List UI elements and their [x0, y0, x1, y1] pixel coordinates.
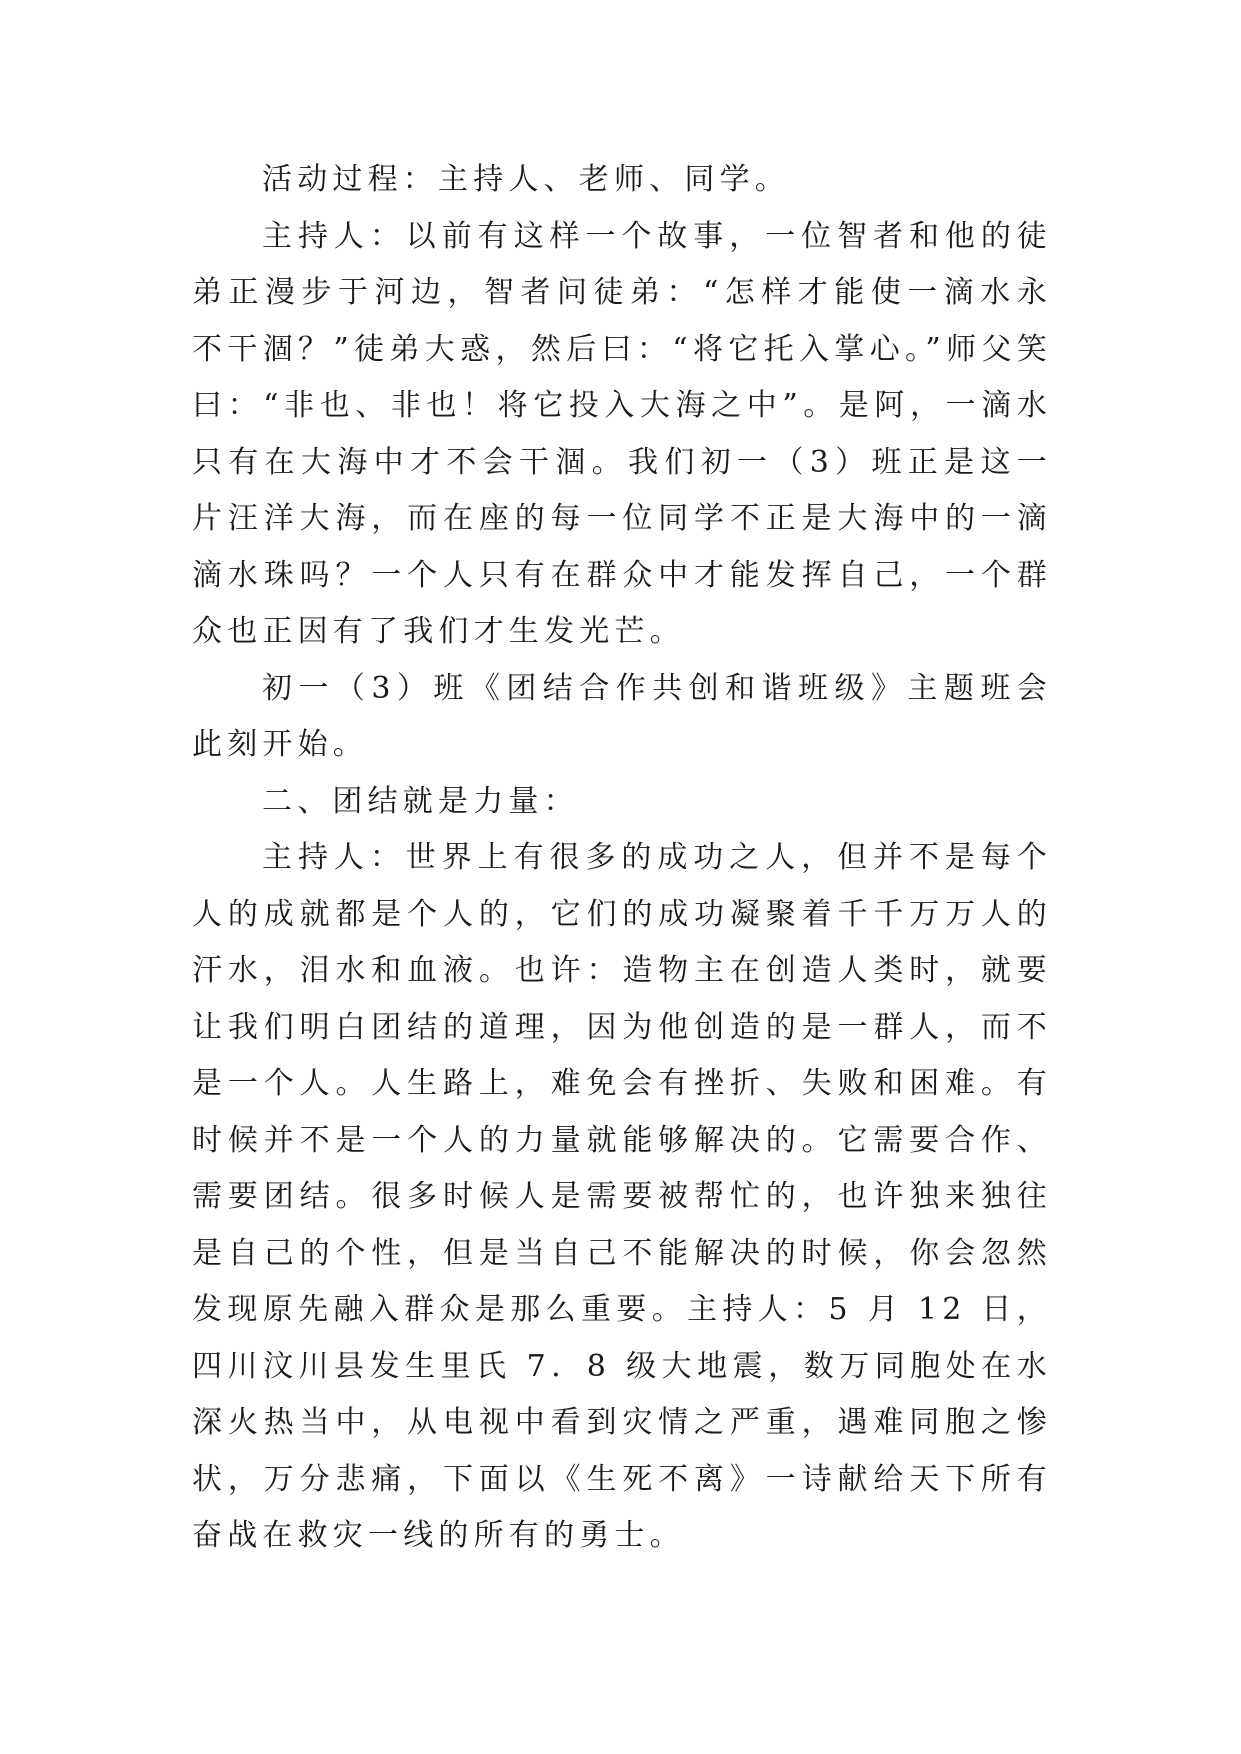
paragraph-meeting-start: 初一（3）班《团结合作共创和谐班级》主题班会此刻开始。 [192, 670, 1052, 762]
paragraph-activity-process: 活动过程：主持人、老师、同学。 [262, 162, 790, 197]
document-body [192, 152, 1052, 1565]
paragraph-host-unity: 主持人：世界上有很多的成功之人，但并不是每个人的成就都是个人的，它们的成功凝聚着千千万万人的汗水，泪水和血液。也许：造物主在创造人类时，就要让我们明白团结的道理，因为他创造的是一群人，而不是一个人。人生路上，难免会有挫折、失败和困难。有时候并不是一个人的力量就能够解决的。它需要合作、需要团结。很多时候人是需要被帮忙的，也许独来独往是自己的个性，但是当自己不能解决的时候，你会忽然发现原先融入群众是那么重要。主持人：5 月 12 日，四川汶川县发生里氏 7．8 级大地震，数万同胞处在水深火热当中，从电视中看到灾情之严重，遇难同胞之惨状，万分悲痛，下面以《生死不离》一诗献给天下所有奋战在救灾一线的所有的勇士。 [192, 840, 1052, 1553]
paragraph-host-story: 主持人：以前有这样一个故事，一位智者和他的徒弟正漫步于河边，智者问徒弟：“怎样才能使一滴水永不干涸？”徒弟大惑，然后曰：“将它托入掌心。”师父笑曰：“非也、非也！将它投入大海之中”。是阿，一滴水只有在大海中才不会干涸。我们初一（3）班正是这一片汪洋大海，而在座的每一位同学不正是大海中的一滴滴水珠吗？一个人只有在群众中才能发挥自己，一个群众也正因有了我们才生发光芒。 [192, 218, 1052, 649]
section-heading-unity: 二、团结就是力量： [262, 783, 579, 819]
